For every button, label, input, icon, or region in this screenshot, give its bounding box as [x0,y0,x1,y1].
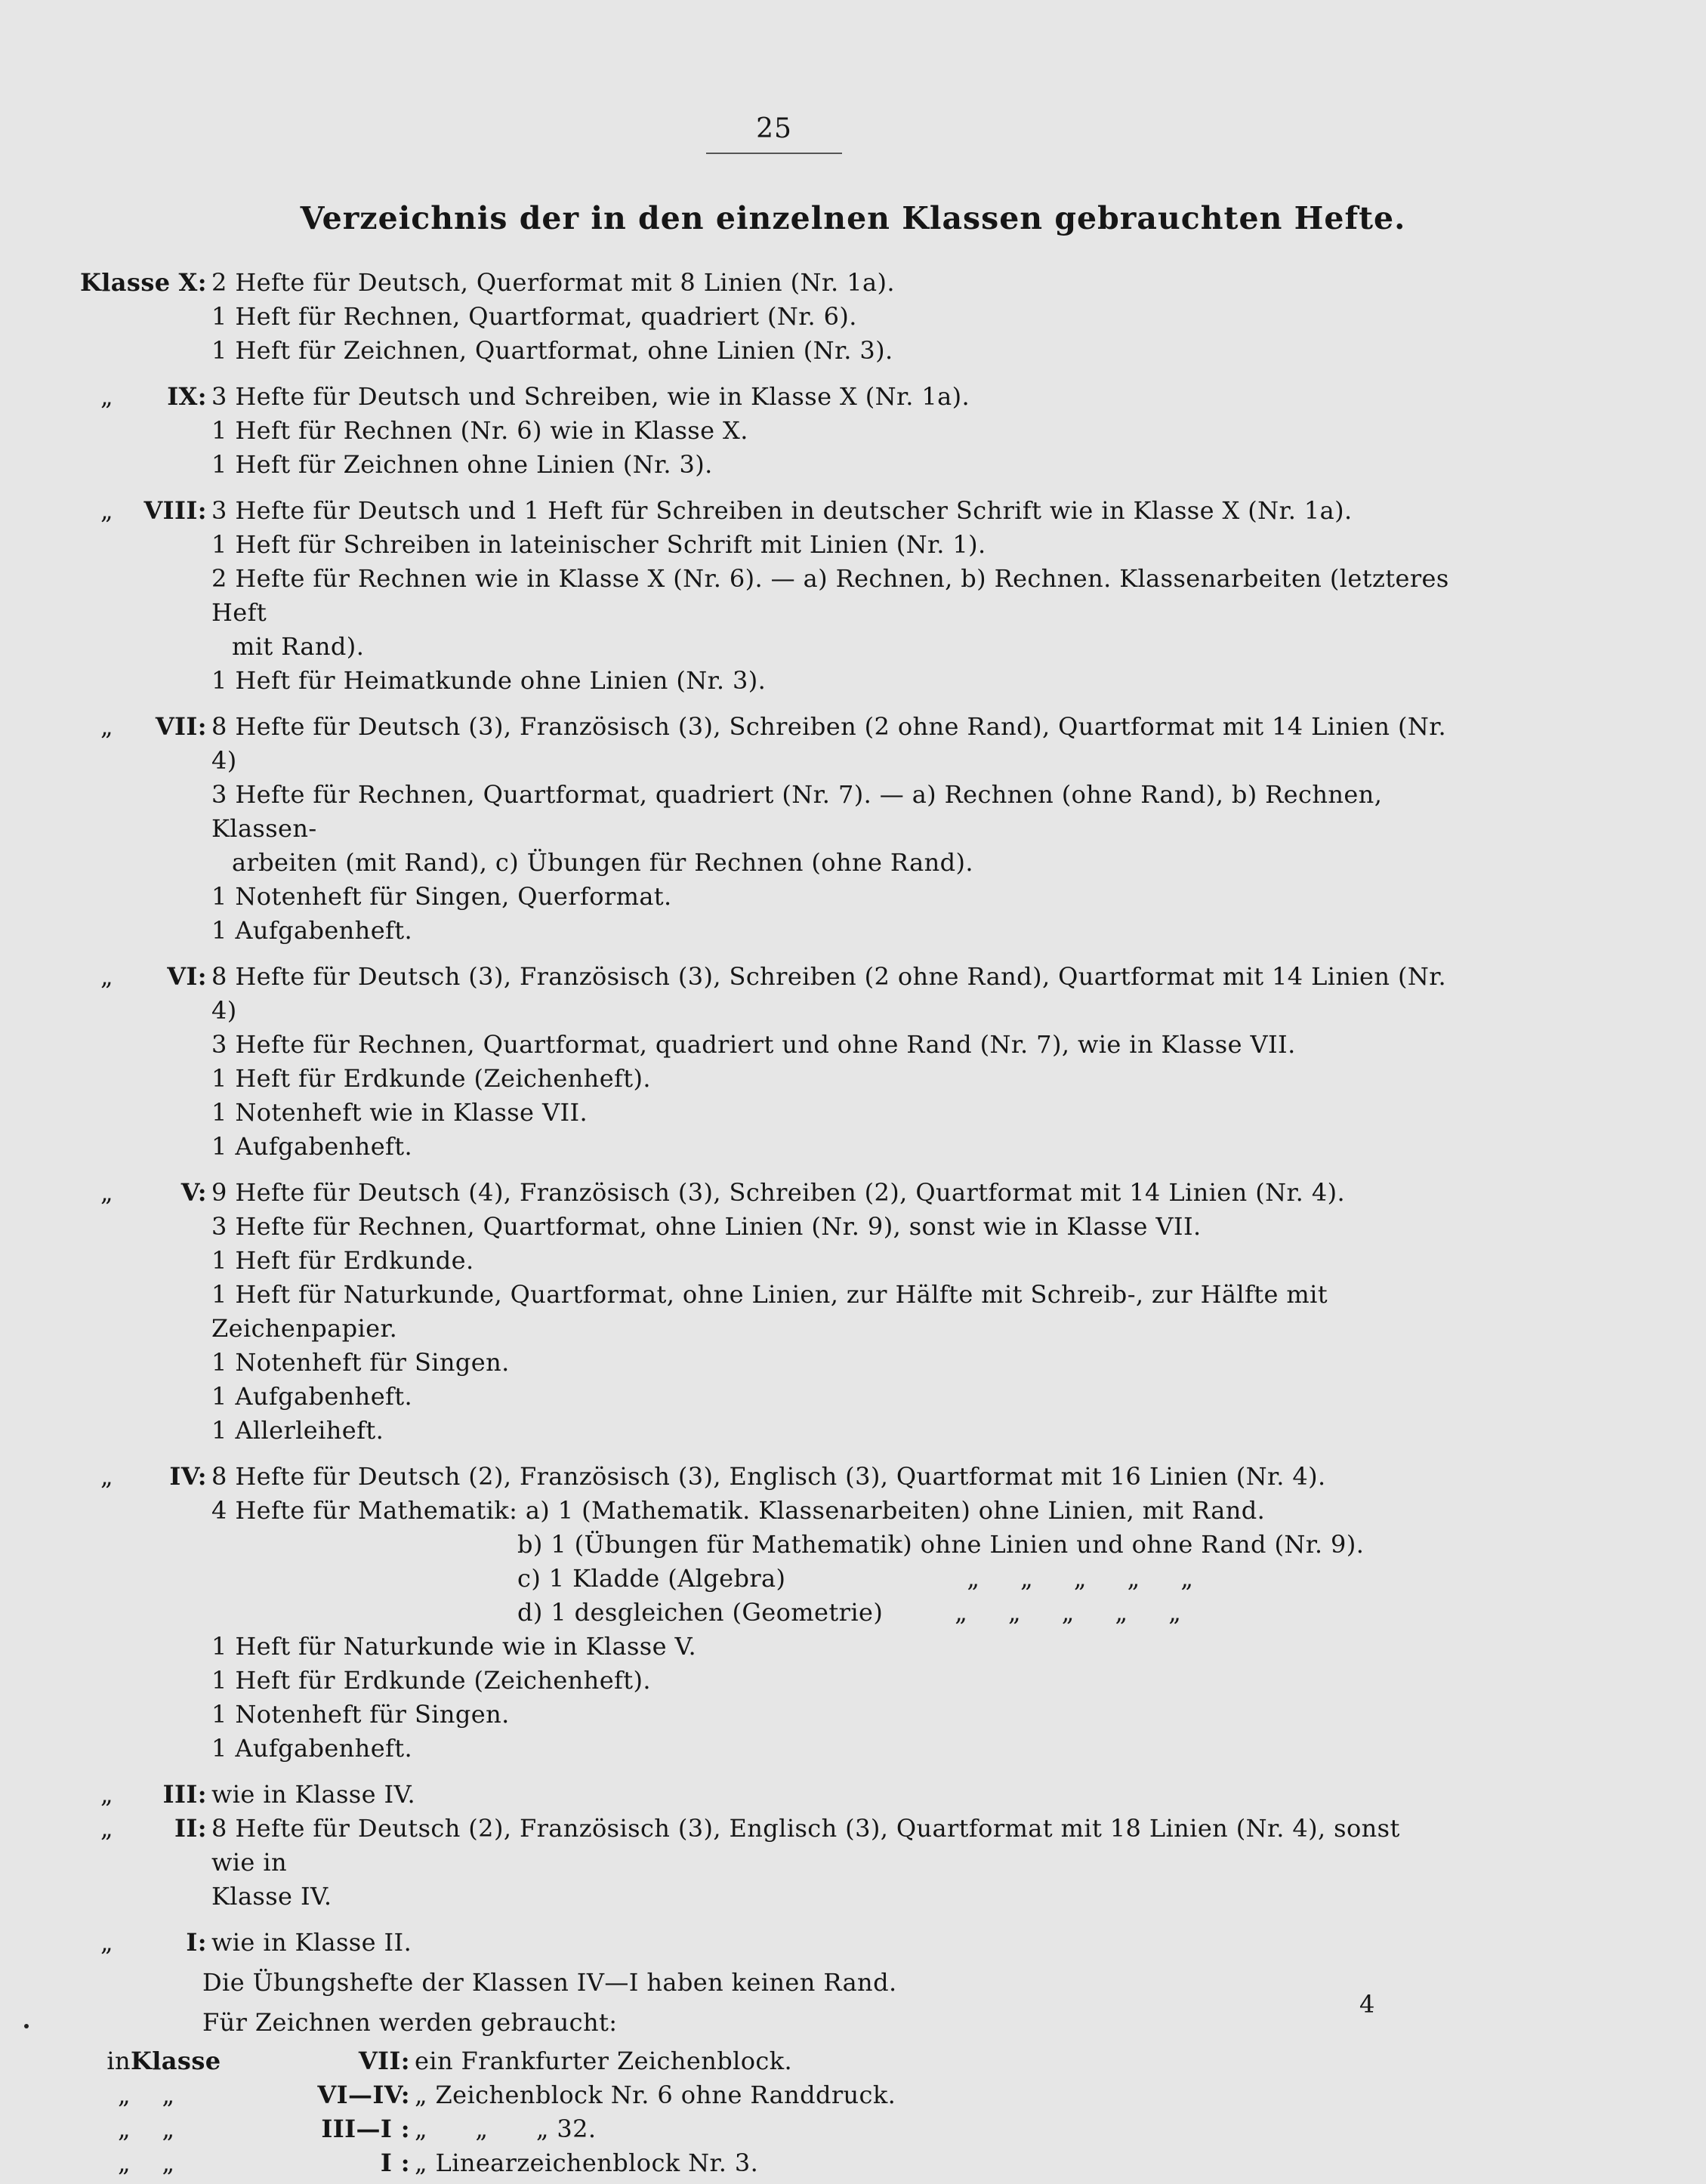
list-item: 1 Heft für Zeichnen ohne Linien (Nr. 3). [211,450,713,479]
class-list [0,266,1706,2180]
class-block-vi [0,960,1706,1164]
drawing-list [0,2044,1706,2180]
class-numeral: I: [186,1928,207,1957]
note-rand [0,1966,1706,2000]
list-item: 3 Hefte für Rechnen, Quartformat, quadriert (Nr. 7). — a) Rechnen (ohne Rand), b) Rechnen, Klassen- [211,780,1383,843]
page-number-rule [706,153,842,154]
ditto-marks: „ „ „ „ „ [955,1598,1184,1627]
list-item: 2 Hefte für Deutsch, Querformat mit 8 Linien (Nr. 1a). [211,268,895,297]
class-numeral: II: [174,1814,207,1843]
list-item: 1 Notenheft für Singen. [211,1348,510,1377]
list-item: 1 Allerleiheft. [211,1416,384,1445]
list-item: 1 Heft für Naturkunde wie in Klasse V. [211,1632,697,1661]
drawing-row [0,2146,1706,2180]
drawing-prefix: „ [118,2115,131,2143]
list-item-continuation: Klasse IV. [211,1882,332,1911]
class-numeral: VI: [167,962,207,991]
drawing-row [0,2112,1706,2146]
klasse-label: Klasse [80,268,171,297]
ditto-marks: „ „ „ „ „ [967,1564,1196,1593]
ditto-mark: „ [100,1780,113,1809]
list-item: 3 Hefte für Deutsch und 1 Heft für Schreiben in deutscher Schrift wie in Klasse X (Nr. 1a). [211,496,1353,525]
class-numeral: X: [178,268,207,297]
ditto-mark: „ [100,962,113,991]
list-item: 1 Aufgabenheft. [211,1382,413,1411]
drawing-item: ein Frankfurter Zeichenblock. [415,2047,793,2075]
math-item-d-text: d) 1 desgleichen (Geometrie) [517,1598,884,1627]
class-block-ix [0,380,1706,482]
list-item: 9 Hefte für Deutsch (4), Französisch (3), Schreiben (2), Quartformat mit 14 Linien (Nr. 4). [211,1178,1346,1207]
list-item: 1 Notenheft für Singen. [211,1700,510,1729]
note-rand-text: Die Übungshefte der Klassen IV—I haben keinen Rand. [202,1968,897,1997]
list-item: 3 Hefte für Deutsch und Schreiben, wie in Klasse X (Nr. 1a). [211,382,970,411]
class-block-vii [0,710,1706,948]
class-block-v [0,1176,1706,1448]
list-item: 3 Hefte für Rechnen, Quartformat, quadriert und ohne Rand (Nr. 7), wie in Klasse VII. [211,1030,1296,1059]
list-item-continuation: arbeiten (mit Rand), c) Übungen für Rechnen (ohne Rand). [232,848,973,877]
class-block-iii [0,1778,1706,1812]
list-item: 1 Heft für Zeichnen, Quartformat, ohne Linien (Nr. 3). [211,336,893,365]
drawing-class: VI—IV: [317,2081,410,2109]
drawing-klasse: „ [162,2081,175,2109]
signature-mark: 4 [1359,1990,1375,2019]
drawing-class: III—I : [321,2115,410,2143]
page-title: Verzeichnis der in den einzelnen Klassen gebrauchten Hefte. [300,200,1406,236]
paper-speck [24,2024,29,2028]
list-item: 1 Notenheft für Singen, Querformat. [211,882,672,911]
ditto-mark: „ [100,1178,113,1207]
math-item-a: 4 Hefte für Mathematik: a) 1 (Mathematik. Klassenarbeiten) ohne Linien, mit Rand. [211,1496,1266,1525]
drawing-prefix: „ [118,2081,131,2109]
drawing-class: I : [380,2149,410,2177]
list-item: 1 Heft für Rechnen, Quartformat, quadriert (Nr. 6). [211,302,857,331]
list-item: 8 Hefte für Deutsch (2), Französisch (3), Englisch (3), Quartformat mit 18 Linien (Nr. 4), sonst wie in [211,1814,1400,1877]
list-item: 1 Heft für Erdkunde (Zeichenheft). [211,1666,651,1695]
class-numeral: VIII: [143,496,207,525]
list-item: 8 Hefte für Deutsch (3), Französisch (3), Schreiben (2 ohne Rand), Quartformat mit 14 Linien (Nr. 4) [211,712,1447,775]
list-item: wie in Klasse IV. [211,1780,416,1809]
math-item-c [211,1562,1706,1596]
class-numeral: V: [180,1178,207,1207]
drawing-item: „ Linearzeichenblock Nr. 3. [415,2149,759,2177]
list-item: 1 Aufgabenheft. [211,916,413,945]
drawing-prefix: „ [118,2149,131,2177]
ditto-mark: „ [100,382,113,411]
class-block-x [0,266,1706,368]
drawing-item: „ „ „ 32. [415,2115,597,2143]
list-item: 1 Aufgabenheft. [211,1132,413,1161]
list-item: 3 Hefte für Rechnen, Quartformat, ohne Linien (Nr. 9), sonst wie in Klasse VII. [211,1212,1202,1241]
math-item-d [211,1596,1706,1630]
class-numeral: IV: [169,1462,207,1491]
ditto-mark: „ [100,712,113,741]
drawing-klasse: „ [162,2115,175,2143]
list-item: 2 Hefte für Rechnen wie in Klasse X (Nr. 6). — a) Rechnen, b) Rechnen. Klassenarbeiten (letzteres Heft [211,564,1449,627]
drawing-klasse: Klasse [131,2047,221,2075]
note-zeichnen [0,2006,1706,2040]
list-item: 1 Heft für Naturkunde, Quartformat, ohne Linien, zur Hälfte mit Schreib-, zur Hälfte mit Zeichenpapier. [211,1280,1328,1343]
math-item-c-text: c) 1 Kladde (Algebra) [517,1564,786,1593]
list-item: 8 Hefte für Deutsch (2), Französisch (3), Englisch (3), Quartformat mit 16 Linien (Nr. 4). [211,1462,1326,1491]
list-item: 1 Notenheft wie in Klasse VII. [211,1098,588,1127]
class-numeral: IX: [167,382,207,411]
list-item: 1 Aufgabenheft. [211,1734,413,1763]
note-zeichnen-text: Für Zeichnen werden gebraucht: [202,2008,618,2037]
ditto-mark: „ [100,1814,113,1843]
drawing-row [0,2078,1706,2112]
list-item: 1 Heft für Erdkunde. [211,1246,474,1275]
list-item: 8 Hefte für Deutsch (3), Französisch (3), Schreiben (2 ohne Rand), Quartformat mit 14 Linien (Nr. 4) [211,962,1447,1025]
ditto-mark: „ [100,496,113,525]
class-block-viii [0,494,1706,698]
class-block-ii [0,1812,1706,1914]
drawing-klasse: „ [162,2149,175,2177]
class-numeral: VII: [155,712,207,741]
list-item: 1 Heft für Schreiben in lateinischer Schrift mit Linien (Nr. 1). [211,530,986,559]
list-item: 1 Heft für Heimatkunde ohne Linien (Nr. 3). [211,666,767,695]
drawing-item: „ Zeichenblock Nr. 6 ohne Randdruck. [415,2081,896,2109]
list-item-continuation: mit Rand). [232,632,365,661]
list-item: wie in Klasse II. [211,1928,412,1957]
class-block-iv [0,1460,1706,1766]
list-item: 1 Heft für Rechnen (Nr. 6) wie in Klasse X. [211,416,748,445]
drawing-row [0,2044,1706,2078]
drawing-prefix: in [106,2047,131,2075]
page-number: 25 [756,113,792,144]
ditto-mark: „ [100,1462,113,1491]
math-item-b: b) 1 (Übungen für Mathematik) ohne Linien und ohne Rand (Nr. 9). [517,1530,1365,1559]
list-item: 1 Heft für Erdkunde (Zeichenheft). [211,1064,651,1093]
class-numeral: III: [162,1780,207,1809]
class-block-i [0,1926,1706,1960]
drawing-class: VII: [358,2047,410,2075]
ditto-mark: „ [100,1928,113,1957]
